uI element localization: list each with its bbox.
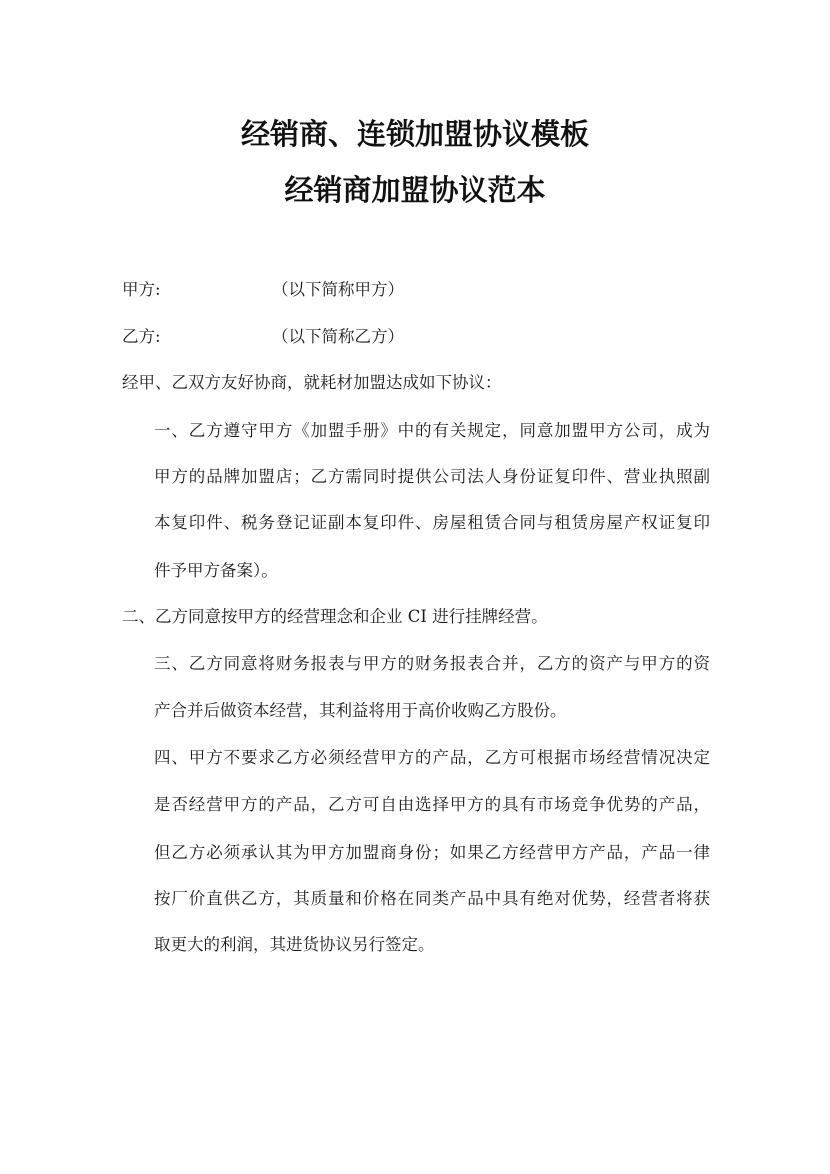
party-a-note: （以下简称甲方） — [272, 280, 404, 299]
clause-line: 但乙方必须承认其为甲方加盟商身份；如果乙方经营甲方产品，产品一律 — [154, 843, 710, 862]
clause-line: 二、乙方同意按甲方的经营理念和企业 CI 进行挂牌经营。 — [122, 607, 548, 626]
clause-line: 三、乙方同意将财务报表与甲方的财务报表合并，乙方的资产与甲方的资 — [154, 654, 710, 673]
party-a-label: 甲方: — [122, 280, 161, 299]
party-b-label: 乙方: — [122, 327, 161, 346]
clause-line: 本复印件、税务登记证副本复印件、房屋租赁合同与租赁房屋产权证复印 — [154, 513, 710, 532]
title-line-1: 经销商、连锁加盟协议模板 — [240, 117, 589, 151]
clause-line: 是否经营甲方的产品，乙方可自由选择甲方的具有市场竞争优势的产品， — [154, 795, 710, 814]
clause-line: 一、乙方遵守甲方《加盟手册》中的有关规定，同意加盟甲方公司，成为 — [154, 421, 710, 440]
intro-text: 经甲、乙双方友好协商，就耗材加盟达成如下协议： — [122, 373, 502, 392]
party-b-note: （以下简称乙方） — [272, 327, 404, 346]
clause-line: 件予甲方备案）。 — [154, 561, 278, 580]
clause-line: 按厂价直供乙方，其质量和价格在同类产品中具有绝对优势，经营者将获 — [154, 889, 710, 908]
clause-line: 取更大的利润，其进货协议另行签定。 — [154, 935, 435, 954]
clause-line: 四、甲方不要求乙方必须经营甲方的产品，乙方可根据市场经营情况决定 — [154, 748, 710, 767]
clause-line: 产合并后做资本经营，其利益将用于高价收购乙方股份。 — [154, 701, 567, 720]
clause-line: 甲方的品牌加盟店；乙方需同时提供公司法人身份证复印件、营业执照副 — [154, 467, 710, 486]
title-line-2: 经销商加盟协议范本 — [284, 173, 546, 207]
